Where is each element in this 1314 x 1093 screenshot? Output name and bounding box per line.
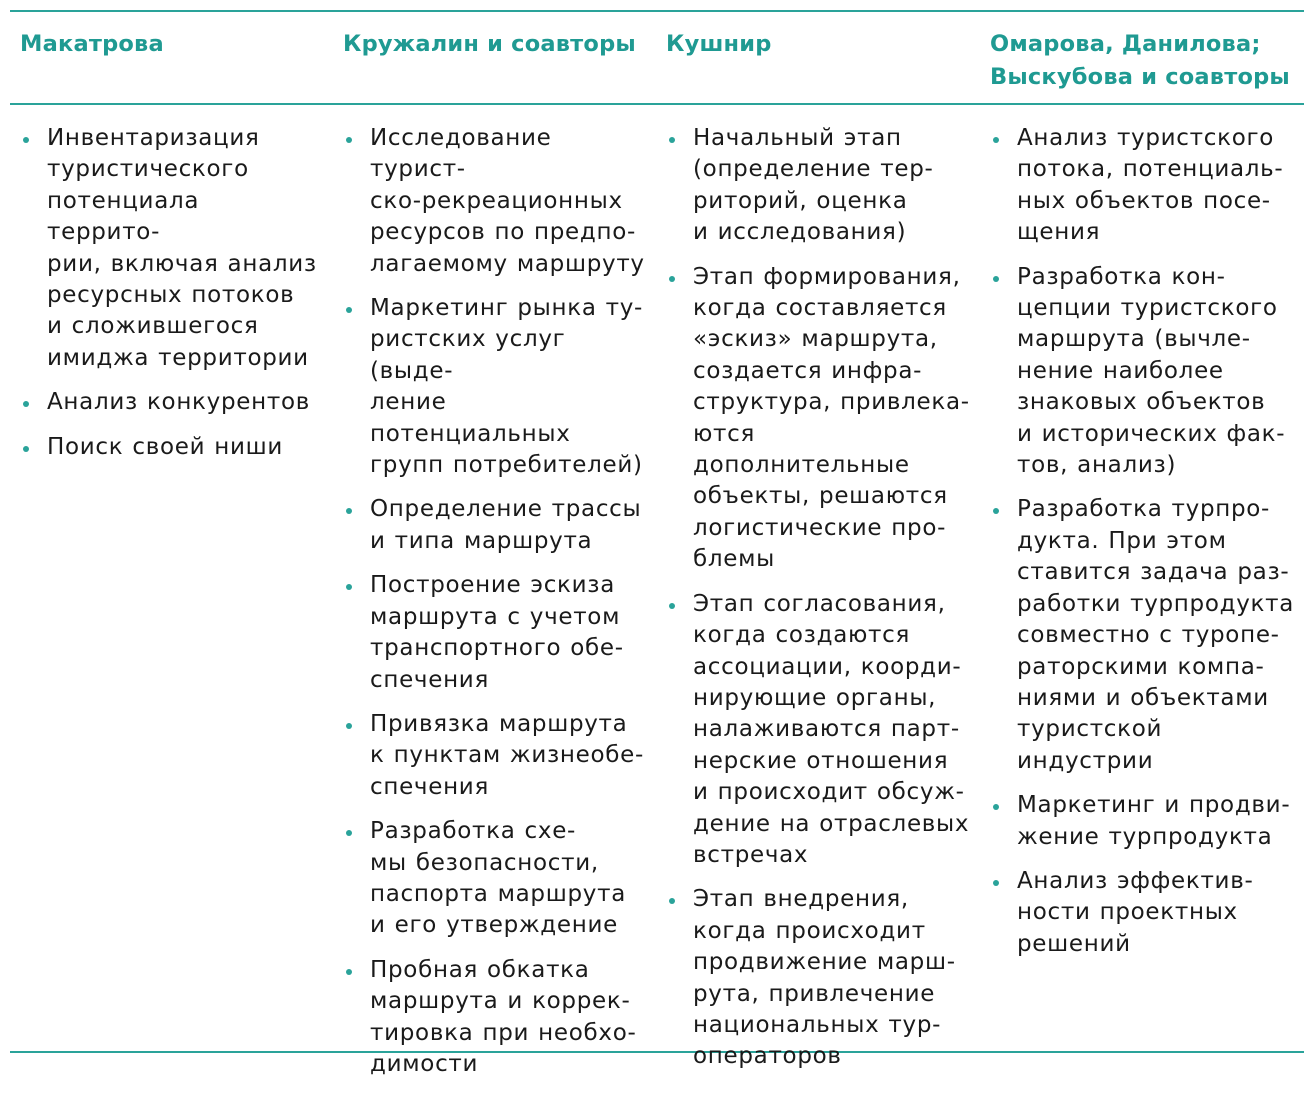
- bullet-icon: [346, 969, 352, 975]
- list-item-text: Исследование турист- ско-рекреационных ресурсов по предпо- лагаемому маршруту: [370, 125, 645, 277]
- bullet-icon: [346, 723, 352, 729]
- list-item-text: Привязка маршрута к пунктам жизнеобе- спечения: [370, 710, 645, 800]
- bullet-icon: [346, 508, 352, 514]
- column-header: Омарова, Данилова; Выскубова и соавторы: [990, 31, 1290, 90]
- list-item: [343, 123, 648, 280]
- list-item: [343, 494, 648, 557]
- bullet-icon: [23, 137, 29, 143]
- bullet-icon: [669, 137, 675, 143]
- stage-list: [990, 123, 1295, 973]
- list-item-text: Поиск своей ниши: [47, 433, 284, 460]
- list-item-text: Этап формирования, когда составляется «эскиз» маршрута, создается инфра- структура, привлека- ются дополнительные объекты, решаются логистические про- блемы: [693, 263, 970, 573]
- list-item: [666, 884, 971, 1072]
- list-item: [990, 866, 1295, 960]
- table-bottom-rule: [10, 1051, 1304, 1053]
- list-item-text: Разработка кон- цепции туристского маршрута (вычле- нение наиболее знаковых объектов и исторических фак- тов, анализ): [1017, 263, 1286, 479]
- bullet-icon: [993, 137, 999, 143]
- list-item: [20, 123, 320, 374]
- stage-list: [666, 123, 971, 1086]
- list-item: [990, 494, 1295, 777]
- list-item: [990, 123, 1295, 249]
- list-item-text: Построение эскиза маршрута с учетом транспортного обе- спечения: [370, 572, 624, 693]
- bullet-icon: [669, 276, 675, 282]
- list-item: [343, 570, 648, 696]
- list-item-text: Анализ эффектив- ности проектных решений: [1017, 867, 1254, 957]
- bullet-icon: [346, 307, 352, 313]
- list-item: [343, 816, 648, 942]
- column-header: Кушнир: [666, 31, 772, 57]
- list-item: [343, 293, 648, 481]
- list-item: [990, 262, 1295, 482]
- column-header: Макатрова: [20, 31, 164, 57]
- list-item: [990, 790, 1295, 853]
- list-item-text: Определение трассы и типа маршрута: [370, 496, 642, 554]
- bullet-icon: [669, 898, 675, 904]
- list-item-text: Разработка турпро- дукта. При этом ставится задача раз- работки турпродукта совместно с туропе- раторскими компа- ниями и объектами туристской индустрии: [1017, 496, 1295, 774]
- list-item-text: Пробная обкатка маршрута и коррек- тировка при необхо- димости: [370, 956, 637, 1077]
- list-item-text: Начальный этап (определение тер- риторий, оценка и исследования): [693, 125, 934, 246]
- list-item: [343, 709, 648, 803]
- list-item: [20, 432, 320, 463]
- list-item-text: Анализ конкурентов: [47, 389, 310, 416]
- list-item-text: Инвентаризация туристического потенциала террито- рии, включая анализ ресурсных потоков и сложившегося имиджа территории: [47, 125, 317, 371]
- list-item-text: Этап внедрения, когда происходит продвижение марш- рута, привлечение национальных тур- операторов: [693, 886, 956, 1070]
- list-item: [343, 955, 648, 1081]
- bullet-icon: [993, 880, 999, 886]
- table-top-rule: [10, 10, 1304, 12]
- list-item-text: Маркетинг и продви- жение турпродукта: [1017, 792, 1291, 850]
- bullet-icon: [669, 603, 675, 609]
- list-item: [666, 123, 971, 249]
- list-item-text: Анализ туристского потока, потенциаль- ных объектов посе- щения: [1017, 125, 1284, 246]
- bullet-icon: [993, 804, 999, 810]
- list-item: [666, 262, 971, 576]
- bullet-icon: [23, 446, 29, 452]
- bullet-icon: [346, 137, 352, 143]
- stage-list: [343, 123, 648, 1093]
- list-item-text: Маркетинг рынка ту- ристских услуг (выде- ление потенциальных групп потребителей): [370, 295, 644, 479]
- bullet-icon: [346, 830, 352, 836]
- list-item-text: Этап согласования, когда создаются ассоциации, коорди- нирующие органы, налаживаются парт- нерские отношения и происходит обсуж- дение на отраслевых встречах: [693, 590, 970, 868]
- list-item: [20, 387, 320, 418]
- bullet-icon: [993, 276, 999, 282]
- stage-list: [20, 123, 320, 476]
- bullet-icon: [23, 401, 29, 407]
- list-item: [666, 589, 971, 872]
- column-header: Кружалин и соавторы: [343, 31, 636, 57]
- bullet-icon: [346, 584, 352, 590]
- list-item-text: Разработка схе- мы безопасности, паспорта маршрута и его утверждение: [370, 818, 626, 939]
- bullet-icon: [993, 508, 999, 514]
- table-header-rule: [10, 103, 1304, 105]
